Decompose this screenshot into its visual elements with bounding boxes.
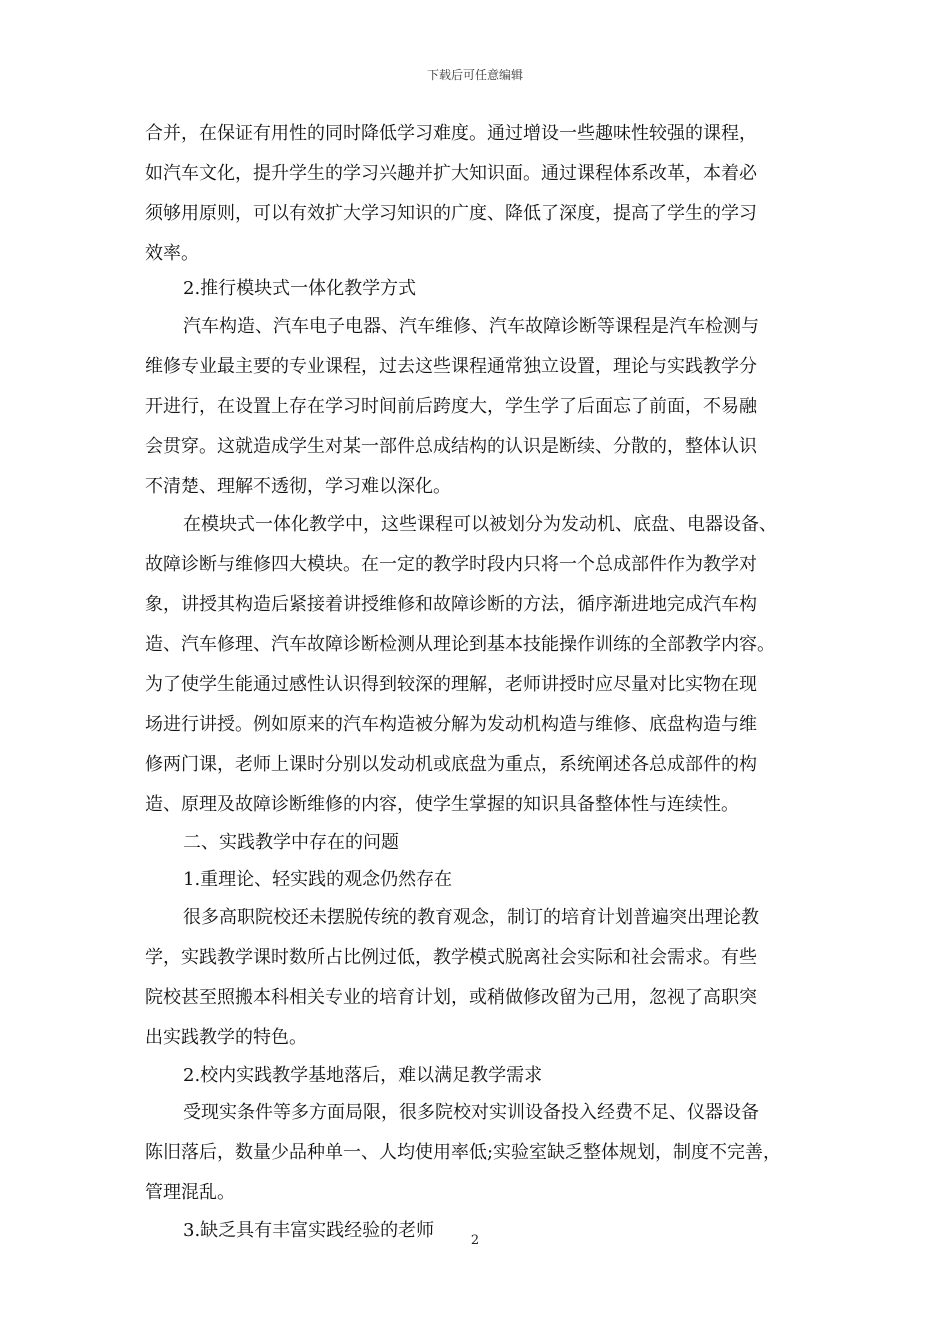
text-line: 会贯穿。这就造成学生对某一部件总成结构的认识是断续、分散的，整体认识 [145, 436, 757, 457]
text-line: 受现实条件等多方面局限，很多院校对实训设备投入经费不足、仪器设备 [183, 1102, 759, 1123]
text-line: 不清楚、理解不透彻，学习难以深化。 [145, 476, 451, 497]
text-line: 故障诊断与维修四大模块。在一定的教学时段内只将一个总成部件作为教学对 [145, 554, 757, 575]
section-heading: 3.缺乏具有丰富实践经验的老师 [183, 1220, 435, 1241]
section-heading: 1.重理论、轻实践的观念仍然存在 [183, 869, 453, 890]
text-line: 开进行，在设置上存在学习时间前后跨度大，学生学了后面忘了前面，不易融 [145, 396, 757, 417]
text-line: 汽车构造、汽车电子电器、汽车维修、汽车故障诊断等课程是汽车检测与 [183, 316, 759, 337]
section-heading: 2.推行模块式一体化教学方式 [183, 278, 417, 299]
text-line: 造、原理及故障诊断维修的内容，使学生掌握的知识具备整体性与连续性。 [145, 794, 739, 815]
text-line: 很多高职院校还未摆脱传统的教育观念，制订的培育计划普遍突出理论教 [183, 907, 759, 928]
text-line: 须够用原则，可以有效扩大学习知识的广度、降低了深度，提高了学生的学习 [145, 203, 757, 224]
text-line: 场进行讲授。例如原来的汽车构造被分解为发动机构造与维修、底盘构造与维 [145, 714, 757, 735]
text-line: 造、汽车修理、汽车故障诊断检测从理论到基本技能操作训练的全部教学内容。 [145, 634, 775, 655]
text-line: 象，讲授其构造后紧接着讲授维修和故障诊断的方法，循序渐进地完成汽车构 [145, 594, 757, 615]
text-line: 在模块式一体化教学中，这些课程可以被划分为发动机、底盘、电器设备、 [183, 514, 777, 535]
text-line: 效率。 [145, 243, 199, 264]
page-number: 2 [470, 1233, 480, 1248]
text-line: 如汽车文化，提升学生的学习兴趣并扩大知识面。通过课程体系改革，本着必 [145, 163, 757, 184]
text-line: 修两门课，老师上课时分别以发动机或底盘为重点，系统阐述各总成部件的构 [145, 754, 757, 775]
page-header: 下载后可任意编辑 [426, 68, 523, 82]
section-heading: 二、实践教学中存在的问题 [183, 832, 399, 853]
text-line: 合并，在保证有用性的同时降低学习难度。通过增设一些趣味性较强的课程， [145, 123, 757, 144]
text-line: 为了使学生能通过感性认识得到较深的理解，老师讲授时应尽量对比实物在现 [145, 674, 757, 695]
text-line: 院校甚至照搬本科相关专业的培育计划，或稍做修改留为己用，忽视了高职突 [145, 987, 757, 1008]
text-line: 维修专业最主要的专业课程，过去这些课程通常独立设置，理论与实践教学分 [145, 356, 757, 377]
text-line: 学，实践教学课时数所占比例过低，教学模式脱离社会实际和社会需求。有些 [145, 947, 757, 968]
text-line: 管理混乱。 [145, 1182, 235, 1203]
section-heading: 2.校内实践教学基地落后，难以满足教学需求 [183, 1065, 543, 1086]
text-line: 出实践教学的特色。 [145, 1027, 307, 1048]
text-line: 陈旧落后，数量少品种单一、人均使用率低;实验室缺乏整体规划，制度不完善， [145, 1142, 782, 1163]
